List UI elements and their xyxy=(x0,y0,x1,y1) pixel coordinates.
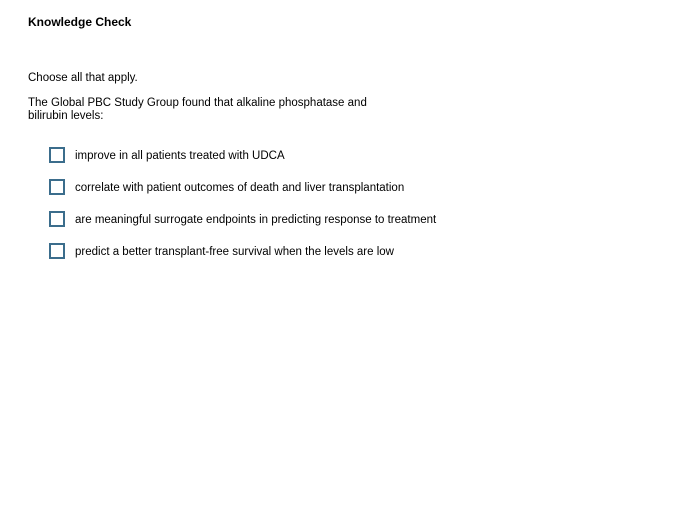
option-4-checkbox[interactable] xyxy=(49,243,65,259)
option-3-checkbox[interactable] xyxy=(49,211,65,227)
answer-option-4[interactable] xyxy=(49,241,569,261)
option-1-checkbox[interactable] xyxy=(49,147,65,163)
answer-options xyxy=(49,145,569,273)
option-2-label[interactable]: correlate with patient outcomes of death and liver transplantation xyxy=(75,182,405,194)
option-1-label[interactable]: improve in all patients treated with UDCA xyxy=(75,150,285,162)
page-title: Knowledge Check xyxy=(28,15,132,29)
instruction-text: Choose all that apply. xyxy=(28,72,138,84)
answer-option-3[interactable] xyxy=(49,209,569,229)
option-3-label[interactable]: are meaningful surrogate endpoints in predicting response to treatment xyxy=(75,214,437,226)
answer-option-2[interactable] xyxy=(49,177,569,197)
option-2-checkbox[interactable] xyxy=(49,179,65,195)
answer-option-1[interactable] xyxy=(49,145,569,165)
question-text: The Global PBC Study Group found that alkaline phosphatase and bilirubin levels: xyxy=(28,97,367,122)
option-4-label[interactable]: predict a better transplant-free survival when the levels are low xyxy=(75,246,394,258)
